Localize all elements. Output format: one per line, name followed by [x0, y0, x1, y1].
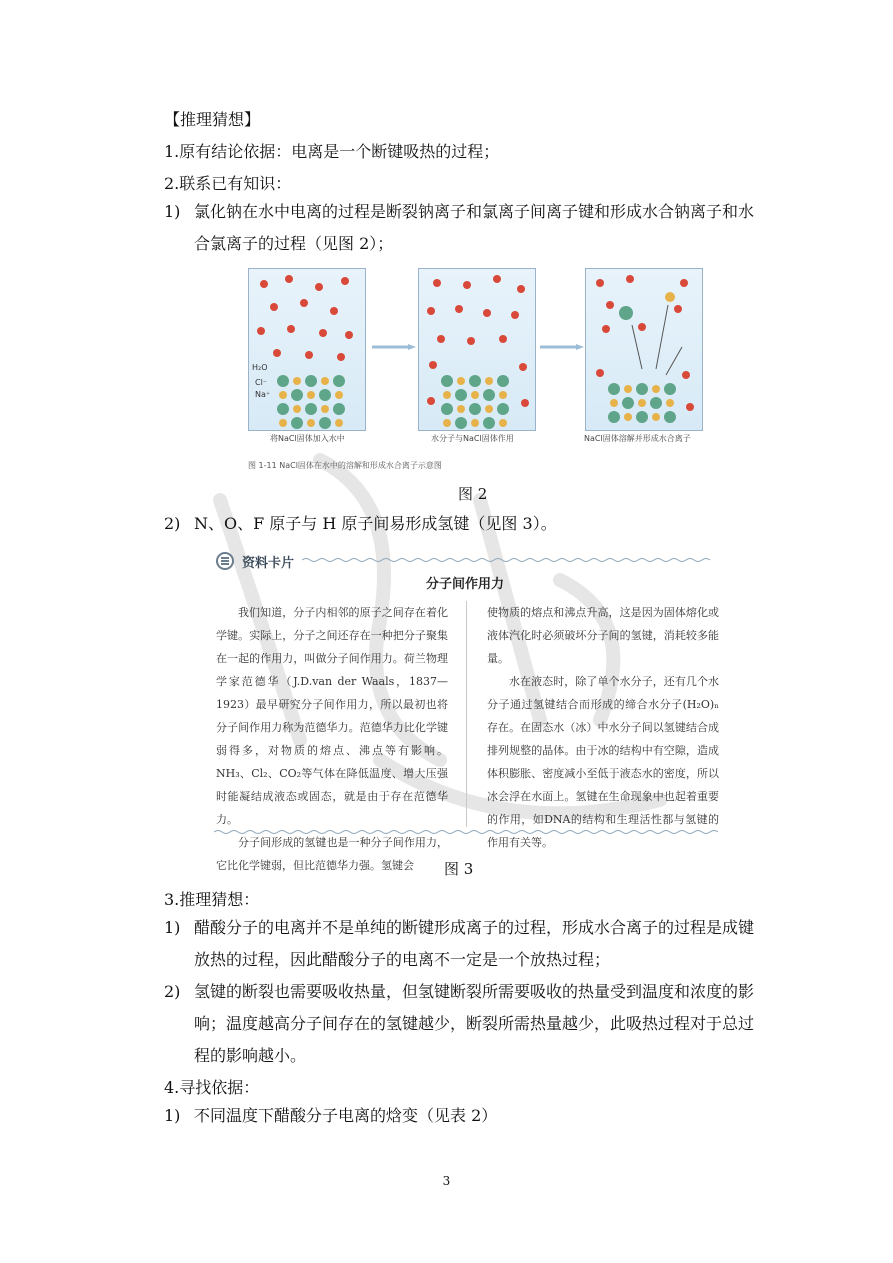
left-paragraph-1: 我们知道，分子内相邻的原子之间存在着化学键。实际上，分子之间还存在一种把分子聚集在一起的作用力，叫做分子间作用力。荷兰物理学家范德华（J.D.van der Waals，1837—1923）最早研究分子间作用力，所以最初也将分子间作用力称为范德华力。范德华力比化学键弱得多，对物质的熔点、沸点等有影响。NH₃、Cl₂、CO₂等气体在降低温度、增大压强时能凝结成液态或固态，就是由于存在范德华力。 — [216, 606, 448, 826]
section-heading: 【推理猜想】 — [164, 110, 261, 129]
sub-1-text: 氯化钠在水中电离的过程是断裂钠离子和氯离子间离子键和形成水合钠离子和水合氯离子的过程（见图 2）； — [194, 202, 755, 253]
card-left-column — [216, 601, 448, 877]
arrow-right-icon — [372, 344, 416, 350]
sub-4-1-text: 不同温度下醋酸分子电离的焓变（见表 2） — [194, 1106, 498, 1125]
panel-add-nacl — [248, 268, 366, 431]
sub-1-number: 1) — [164, 202, 181, 221]
panel-3-label: NaCl固体溶解并形成水合离子 — [584, 434, 691, 443]
sub-3-1-number: 1) — [164, 918, 181, 937]
right-paragraph-1: 使物质的熔点和沸点升高，这是因为固体熔化或液体汽化时必须破坏分子间的氢键，消耗较多能量。 — [487, 606, 719, 665]
card-title: 分子间作用力 — [425, 577, 504, 592]
panel-3-illustration — [586, 269, 702, 430]
sub-4-1-number: 1) — [164, 1106, 181, 1125]
arrow-right-icon — [540, 344, 584, 350]
figure-2-textbook-caption: 图 1-11 NaCl固体在水中的溶解和形成水合离子示意图 — [248, 461, 442, 470]
item-3: 3.推理猜想： — [164, 890, 260, 909]
panel-1-illustration — [249, 269, 365, 430]
item-2: 2.联系已有知识： — [164, 174, 292, 193]
panel-hydrated-ions — [585, 268, 703, 431]
list-icon — [216, 552, 234, 570]
label-cl: Cl⁻ — [255, 378, 268, 387]
panel-water-interact — [418, 268, 536, 431]
wave-divider-bottom — [214, 829, 718, 835]
panel-2-illustration — [419, 269, 535, 430]
sub-3-1-text: 醋酸分子的电离并不是单纯的断键形成离子的过程，形成水合离子的过程是成键放热的过程，因此醋酸分子的电离不一定是一个放热过程； — [194, 918, 755, 969]
sub-3-2-number: 2) — [164, 982, 181, 1001]
card-right-column — [487, 601, 719, 854]
figure-2-label: 图 2 — [458, 485, 488, 503]
column-divider — [466, 601, 467, 827]
left-paragraph-2: 分子间形成的氢键也是一种分子间作用力，它比化学键弱，但比范德华力强。氢键会 — [216, 836, 448, 872]
label-na: Na⁺ — [255, 390, 271, 399]
sub-2-text: N、O、F 原子与 H 原子间易形成氢键（见图 3）。 — [194, 514, 557, 533]
card-header — [216, 551, 294, 571]
page-number: 3 — [442, 1174, 451, 1188]
item-4: 4.寻找依据： — [164, 1078, 260, 1097]
label-h2o: H₂O — [252, 363, 268, 372]
figure-3-label: 图 3 — [444, 860, 474, 878]
sub-2-number: 2) — [164, 514, 181, 533]
item-1: 1.原有结论依据：电离是一个断键吸热的过程； — [164, 142, 500, 161]
card-label: 资料卡片 — [242, 555, 295, 571]
panel-1-label: 将NaCl固体加入水中 — [270, 434, 345, 443]
right-paragraph-2: 水在液态时，除了单个水分子，还有几个水分子通过氢键结合而形成的缔合水分子(H₂O)ₙ存在。在固态水（冰）中水分子间以氢键结合成排列规整的晶体。由于冰的结构中有空隙，造成体积膨胀、密度减小至低于液态水的密度，所以冰会浮在水面上。氢键在生命现象中也起着重要的作用，如DNA的结构和生理活性都与氢键的作用有关等。 — [487, 675, 719, 849]
figure-2 — [248, 268, 703, 478]
sub-3-2-text: 氢键的断裂也需要吸收热量，但氢键断裂所需要吸收的热量受到温度和浓度的影响；温度越高分子间存在的氢键越少，断裂所需热量越少，此吸热过程对于总过程的影响越小。 — [194, 982, 755, 1065]
panel-2-label: 水分子与NaCl固体作用 — [431, 434, 514, 443]
wave-divider — [302, 557, 716, 563]
